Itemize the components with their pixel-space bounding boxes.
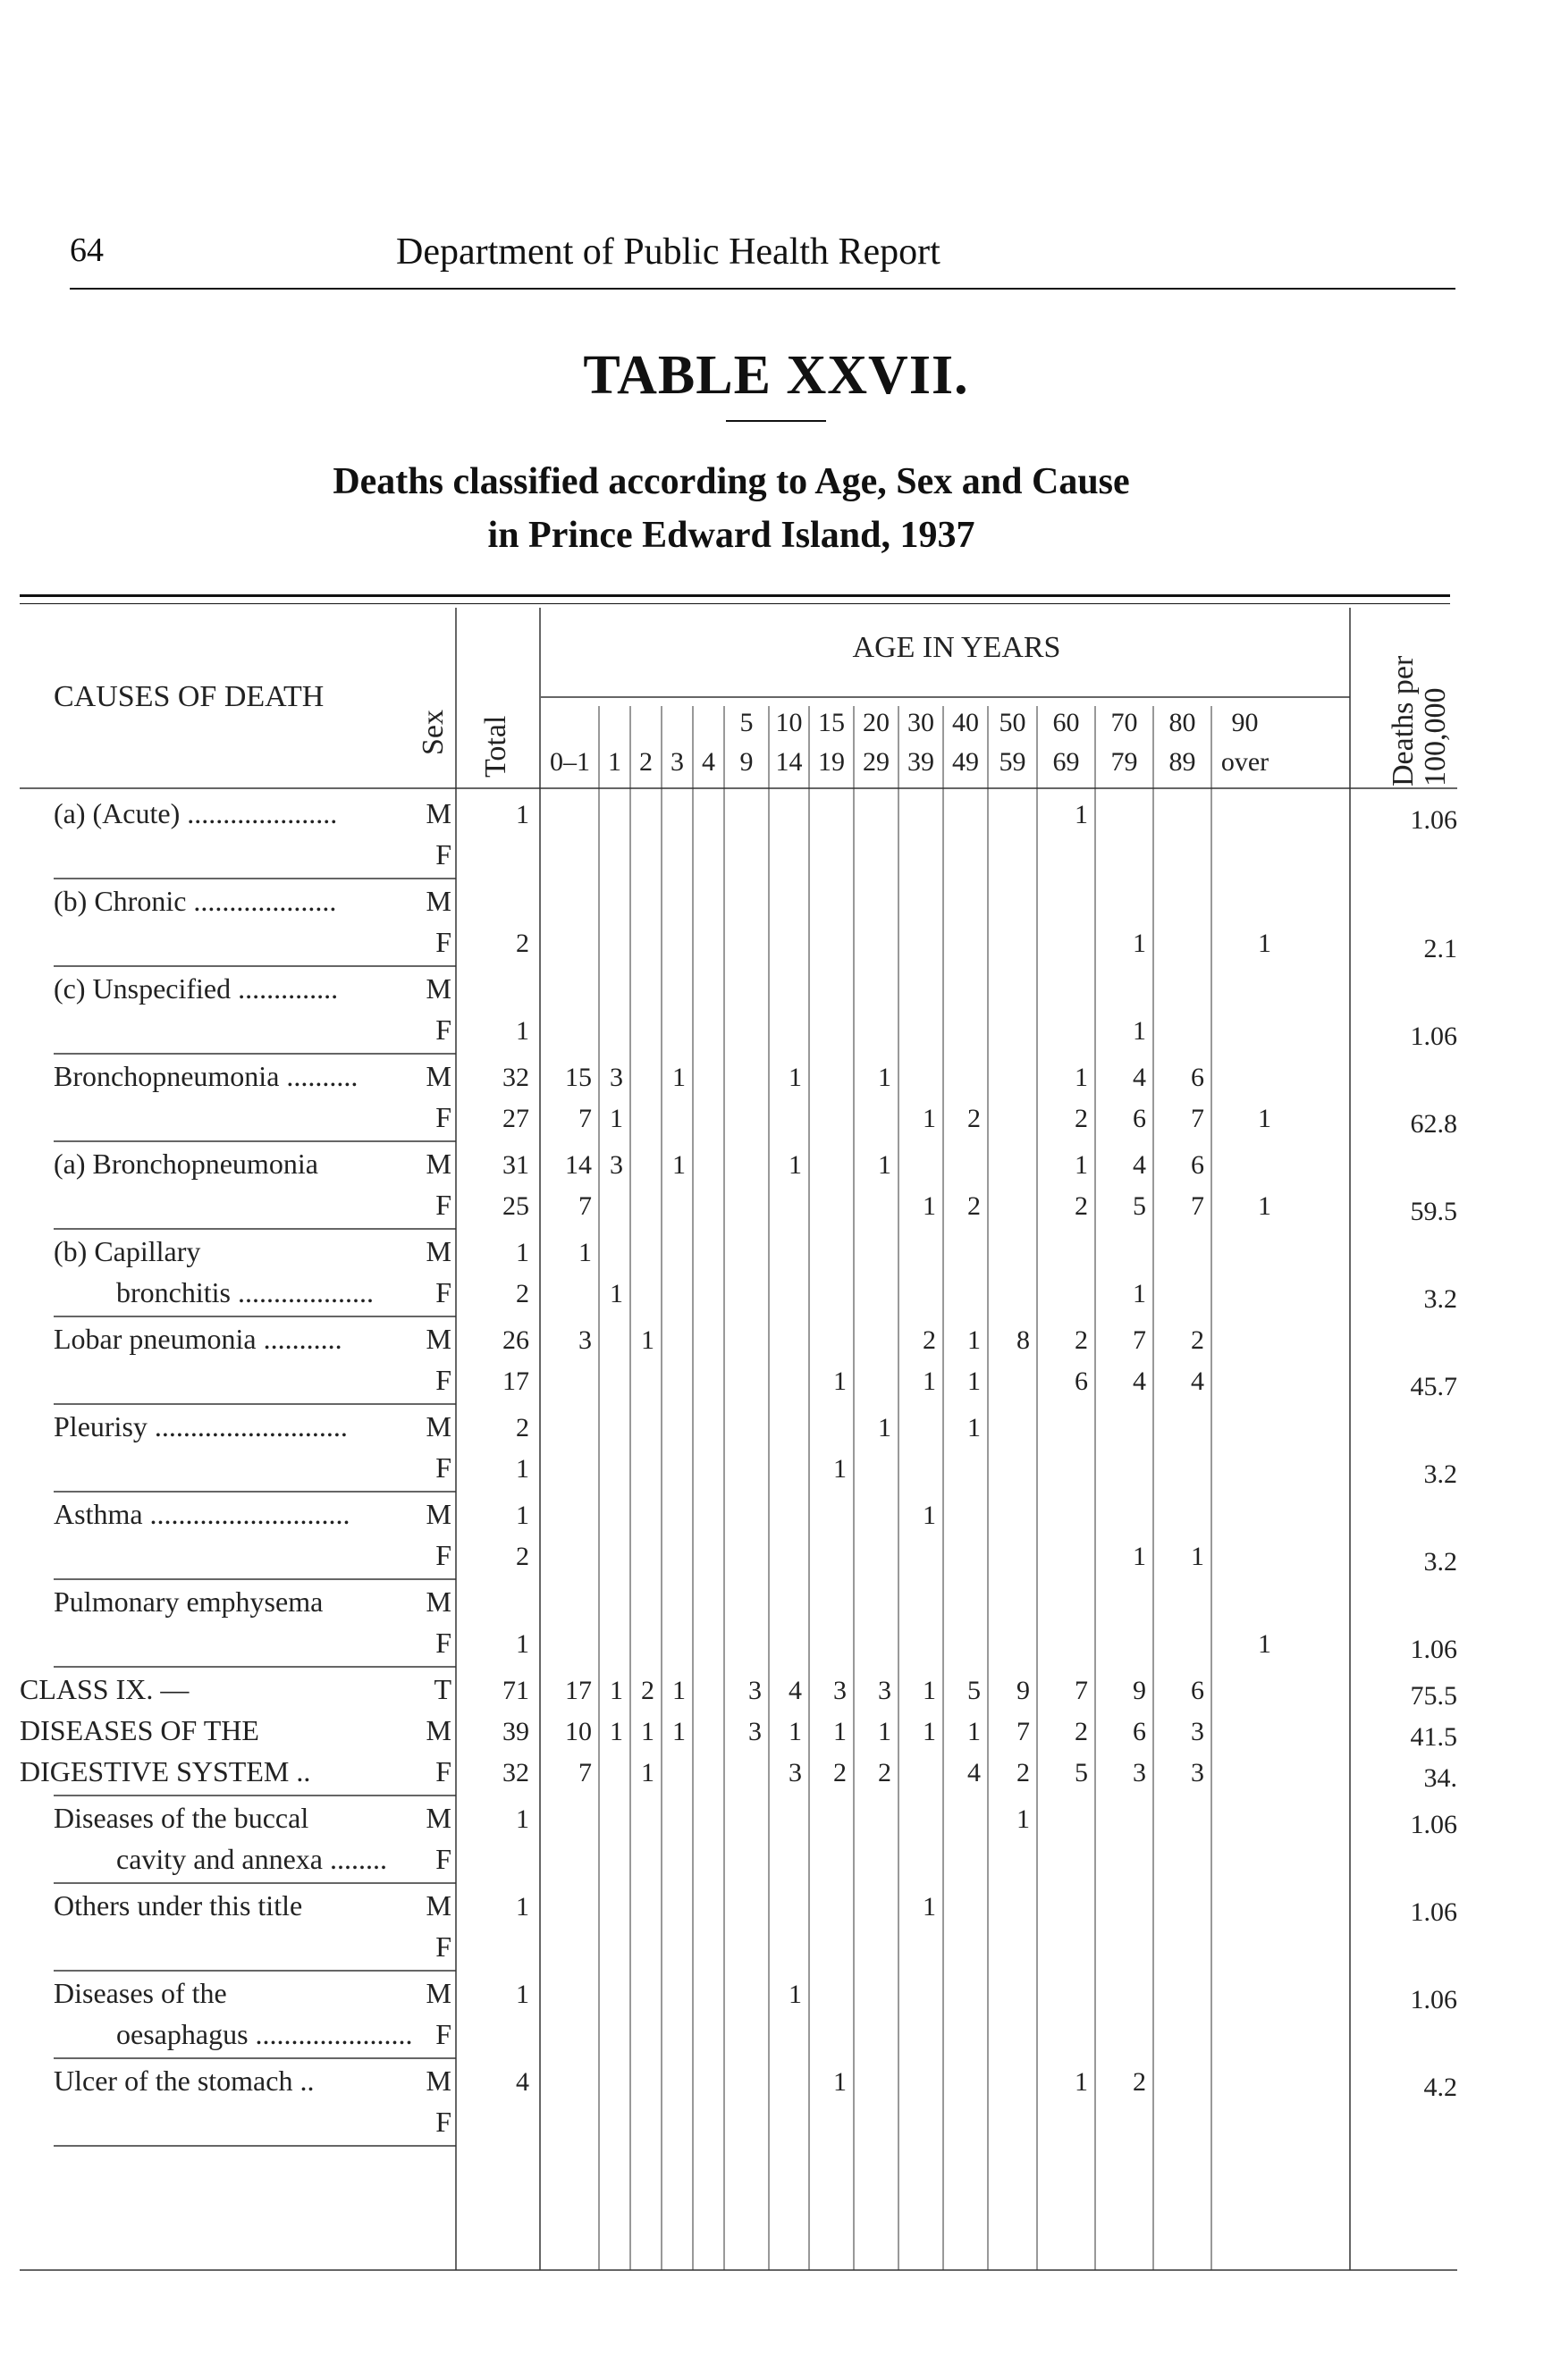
- cause-label-14-0: Ulcer of the stomach ..: [54, 2065, 315, 2097]
- age-cell: 7: [1016, 1717, 1030, 1746]
- age-cell: 1: [878, 1063, 891, 1092]
- age-cell: 17: [565, 1676, 592, 1705]
- rate-cell: 1.06: [1410, 1897, 1457, 1927]
- age-cell: 2: [967, 1104, 981, 1133]
- age-col-top-6: 10: [775, 708, 803, 737]
- age-col-top-8: 20: [863, 708, 890, 737]
- age-cell: 1: [610, 1104, 623, 1133]
- age-col-bottom-4: 4: [702, 747, 715, 777]
- age-col-top-15: 90: [1231, 708, 1259, 737]
- age-cell: 1: [1133, 1279, 1146, 1308]
- sex-cell: M: [426, 797, 451, 829]
- age-cell: 4: [1191, 1367, 1204, 1396]
- cause-label-3-0: Bronchopneumonia ..........: [54, 1060, 358, 1092]
- age-col-bottom-13: 79: [1110, 747, 1138, 777]
- age-cell: 2: [1075, 1717, 1088, 1746]
- age-cell: 7: [578, 1104, 592, 1133]
- age-cell: 3: [610, 1150, 623, 1180]
- cause-label-7-0: Pleurisy ...........................: [54, 1410, 348, 1442]
- age-col-bottom-7: 19: [818, 747, 845, 777]
- sex-cell: M: [426, 1977, 451, 2009]
- age-cell: 1: [878, 1717, 891, 1746]
- rate-cell: 1.06: [1410, 1985, 1457, 2014]
- total-cell: 1: [516, 1238, 529, 1267]
- age-cell: 2: [923, 1325, 936, 1355]
- sex-header: Sex: [417, 710, 450, 755]
- sex-cell: M: [426, 2065, 451, 2097]
- cause-label-12-0: Others under this title: [54, 1889, 303, 1922]
- rate-header: Deaths per100,000: [1387, 655, 1452, 786]
- cause-label-8-0: Asthma ............................: [54, 1498, 350, 1530]
- age-in-years-header: AGE IN YEARS: [852, 631, 1061, 664]
- age-cell: 2: [1016, 1758, 1030, 1787]
- age-cell: 1: [672, 1150, 686, 1180]
- total-cell: 2: [516, 1279, 529, 1308]
- rate-cell: 75.5: [1410, 1681, 1457, 1711]
- age-col-bottom-8: 29: [863, 747, 890, 777]
- rate-cell: 1.06: [1410, 1810, 1457, 1839]
- sex-cell: F: [435, 1539, 451, 1571]
- cause-label-11-1: cavity and annexa ........: [116, 1843, 387, 1875]
- total-cell: 2: [516, 1542, 529, 1571]
- sex-cell: T: [434, 1673, 451, 1705]
- age-cell: 4: [1133, 1150, 1146, 1180]
- age-col-bottom-11: 59: [999, 747, 1026, 777]
- cause-label-5-1: bronchitis ...................: [116, 1276, 374, 1308]
- age-col-top-11: 50: [999, 708, 1026, 737]
- sex-cell: F: [435, 1755, 451, 1787]
- rate-cell: 3.2: [1423, 1547, 1457, 1577]
- age-cell: 2: [967, 1191, 981, 1221]
- age-cell: 1: [641, 1758, 654, 1787]
- age-col-top-10: 40: [952, 708, 979, 737]
- age-cell: 2: [1191, 1325, 1204, 1355]
- age-cell: 1: [789, 1063, 802, 1092]
- age-cell: 1: [610, 1676, 623, 1705]
- age-cell: 7: [578, 1758, 592, 1787]
- age-col-bottom-15: over: [1220, 747, 1269, 777]
- total-cell: 1: [516, 1454, 529, 1484]
- age-col-bottom-9: 39: [907, 747, 934, 777]
- age-cell: 8: [1016, 1325, 1030, 1355]
- causes-header: CAUSES OF DEATH: [54, 680, 325, 713]
- age-cell: 7: [1133, 1325, 1146, 1355]
- total-cell: 1: [516, 800, 529, 829]
- age-cell: 1: [833, 1367, 847, 1396]
- age-cell: 3: [878, 1676, 891, 1705]
- cause-label-13-0: Diseases of the: [54, 1977, 227, 2009]
- age-cell: 1: [967, 1717, 981, 1746]
- age-cell: 1: [1258, 1191, 1271, 1221]
- age-col-bottom-3: 3: [671, 747, 684, 777]
- age-cell: 1: [1075, 1063, 1088, 1092]
- age-cell: 1: [833, 1717, 847, 1746]
- age-cell: 14: [565, 1150, 592, 1180]
- cause-label-0-0: (a) (Acute) .....................: [54, 797, 338, 829]
- age-cell: 1: [789, 1717, 802, 1746]
- sex-cell: F: [435, 2106, 451, 2138]
- age-cell: 1: [610, 1279, 623, 1308]
- class-label-10-1: DISEASES OF THE: [20, 1714, 259, 1746]
- age-cell: 3: [610, 1063, 623, 1092]
- sex-cell: M: [426, 885, 451, 917]
- age-cell: 1: [789, 1150, 802, 1180]
- age-cell: 1: [1075, 2067, 1088, 2097]
- sex-cell: M: [426, 1585, 451, 1618]
- age-cell: 3: [748, 1717, 762, 1746]
- age-cell: 3: [1191, 1717, 1204, 1746]
- sex-cell: F: [435, 1451, 451, 1484]
- age-cell: 1: [1016, 1804, 1030, 1834]
- age-cell: 1: [1258, 1629, 1271, 1659]
- total-cell: 32: [502, 1758, 529, 1787]
- age-cell: 2: [1075, 1104, 1088, 1133]
- age-cell: 1: [789, 1980, 802, 2009]
- sex-cell: F: [435, 1930, 451, 1963]
- age-cell: 1: [672, 1063, 686, 1092]
- cause-label-2-0: (c) Unspecified ..............: [54, 972, 339, 1005]
- cause-label-9-0: Pulmonary emphysema: [54, 1585, 324, 1618]
- total-cell: 71: [502, 1676, 529, 1705]
- running-title: Department of Public Health Report: [396, 231, 940, 273]
- sex-cell: F: [435, 1364, 451, 1396]
- cause-label-13-1: oesaphagus ......................: [116, 2018, 413, 2050]
- sex-cell: F: [435, 1276, 451, 1308]
- sex-cell: M: [426, 1323, 451, 1355]
- age-cell: 1: [1133, 929, 1146, 958]
- rate-cell: 45.7: [1410, 1372, 1457, 1401]
- sex-cell: F: [435, 2018, 451, 2050]
- age-col-bottom-5: 9: [739, 747, 754, 777]
- age-col-top-13: 70: [1110, 708, 1138, 737]
- rate-cell: 41.5: [1410, 1722, 1457, 1752]
- age-cell: 3: [578, 1325, 592, 1355]
- age-cell: 1: [923, 1892, 936, 1922]
- cause-label-5-0: (b) Capillary: [54, 1235, 201, 1267]
- age-cell: 1: [967, 1367, 981, 1396]
- total-cell: 1: [516, 1629, 529, 1659]
- age-cell: 4: [967, 1758, 981, 1787]
- age-cell: 1: [1191, 1542, 1204, 1571]
- age-cell: 5: [1075, 1758, 1088, 1787]
- age-cell: 5: [967, 1676, 981, 1705]
- cause-label-1-0: (b) Chronic ....................: [54, 885, 337, 917]
- age-cell: 1: [641, 1717, 654, 1746]
- age-cell: 1: [878, 1413, 891, 1442]
- total-cell: 1: [516, 1016, 529, 1046]
- total-cell: 1: [516, 1892, 529, 1922]
- sex-cell: F: [435, 1843, 451, 1875]
- age-cell: 1: [641, 1325, 654, 1355]
- age-col-bottom-12: 69: [1052, 747, 1080, 777]
- age-cell: 2: [1075, 1191, 1088, 1221]
- sex-cell: F: [435, 926, 451, 958]
- age-cell: 6: [1133, 1104, 1146, 1133]
- total-cell: 32: [502, 1063, 529, 1092]
- rate-cell: 59.5: [1410, 1197, 1457, 1226]
- age-col-top-5: 5: [739, 708, 754, 737]
- total-cell: 26: [502, 1325, 529, 1355]
- sex-cell: F: [435, 838, 451, 870]
- age-col-top-12: 60: [1052, 708, 1080, 737]
- age-cell: 7: [1075, 1676, 1088, 1705]
- page-number: 64: [70, 231, 104, 269]
- rate-cell: 2.1: [1423, 934, 1457, 963]
- age-cell: 2: [641, 1676, 654, 1705]
- age-cell: 1: [672, 1717, 686, 1746]
- cause-label-6-0: Lobar pneumonia ...........: [54, 1323, 342, 1355]
- age-cell: 9: [1133, 1676, 1146, 1705]
- sex-cell: F: [435, 1627, 451, 1659]
- age-cell: 3: [833, 1676, 847, 1705]
- age-cell: 1: [923, 1104, 936, 1133]
- cause-label-4-0: (a) Bronchopneumonia: [54, 1148, 318, 1180]
- age-cell: 2: [1075, 1325, 1088, 1355]
- age-cell: 1: [833, 2067, 847, 2097]
- age-cell: 4: [1133, 1063, 1146, 1092]
- total-cell: 2: [516, 929, 529, 958]
- age-cell: 1: [967, 1413, 981, 1442]
- total-cell: 1: [516, 1980, 529, 2009]
- table-subtitle-line2: in Prince Edward Island, 1937: [487, 515, 975, 556]
- sex-cell: M: [426, 1148, 451, 1180]
- age-cell: 2: [1133, 2067, 1146, 2097]
- total-header: Total: [479, 715, 512, 778]
- age-col-bottom-10: 49: [952, 747, 979, 777]
- sex-cell: F: [435, 1013, 451, 1046]
- rate-cell: 62.8: [1410, 1109, 1457, 1139]
- age-cell: 6: [1191, 1063, 1204, 1092]
- age-col-top-14: 80: [1168, 708, 1196, 737]
- sex-cell: M: [426, 1889, 451, 1922]
- rate-cell: 34.: [1423, 1763, 1457, 1793]
- sex-cell: M: [426, 1410, 451, 1442]
- age-cell: 7: [1191, 1191, 1204, 1221]
- table-title: TABLE XXVII.: [583, 345, 969, 406]
- class-label-10-0: CLASS IX. —: [20, 1673, 190, 1705]
- sex-cell: M: [426, 1235, 451, 1267]
- total-cell: 31: [502, 1150, 529, 1180]
- age-cell: 4: [789, 1676, 802, 1705]
- age-cell: 3: [789, 1758, 802, 1787]
- age-col-bottom-0: 0–1: [550, 747, 590, 777]
- age-cell: 15: [565, 1063, 592, 1092]
- age-cell: 3: [1133, 1758, 1146, 1787]
- age-cell: 6: [1075, 1367, 1088, 1396]
- age-cell: 5: [1133, 1191, 1146, 1221]
- sex-cell: M: [426, 1060, 451, 1092]
- age-cell: 1: [1133, 1016, 1146, 1046]
- age-cell: 1: [1258, 929, 1271, 958]
- age-cell: 1: [923, 1717, 936, 1746]
- age-cell: 1: [672, 1676, 686, 1705]
- age-cell: 1: [923, 1367, 936, 1396]
- age-cell: 1: [923, 1191, 936, 1221]
- total-cell: 4: [516, 2067, 529, 2097]
- age-cell: 1: [923, 1676, 936, 1705]
- rate-cell: 1.06: [1410, 1022, 1457, 1051]
- sex-cell: M: [426, 1714, 451, 1746]
- age-cell: 6: [1191, 1150, 1204, 1180]
- total-cell: 17: [502, 1367, 529, 1396]
- age-cell: 3: [748, 1676, 762, 1705]
- rate-cell: 3.2: [1423, 1284, 1457, 1314]
- age-cell: 6: [1133, 1717, 1146, 1746]
- age-col-bottom-2: 2: [639, 747, 653, 777]
- rate-cell: 1.06: [1410, 805, 1457, 835]
- sex-cell: M: [426, 1498, 451, 1530]
- cause-label-11-0: Diseases of the buccal: [54, 1802, 309, 1834]
- age-cell: 1: [923, 1501, 936, 1530]
- age-cell: 10: [565, 1717, 592, 1746]
- age-cell: 1: [878, 1150, 891, 1180]
- table-subtitle: Deaths classified according to Age, Sex and Cause: [333, 461, 1130, 502]
- total-cell: 25: [502, 1191, 529, 1221]
- age-col-top-9: 30: [907, 708, 934, 737]
- class-label-10-2: DIGESTIVE SYSTEM ..: [20, 1755, 311, 1787]
- total-cell: 27: [502, 1104, 529, 1133]
- age-cell: 2: [833, 1758, 847, 1787]
- age-cell: 7: [1191, 1104, 1204, 1133]
- age-col-bottom-14: 89: [1168, 747, 1196, 777]
- sex-cell: F: [435, 1101, 451, 1133]
- age-cell: 6: [1191, 1676, 1204, 1705]
- age-cell: 1: [578, 1238, 592, 1267]
- sex-cell: M: [426, 1802, 451, 1834]
- age-cell: 1: [1258, 1104, 1271, 1133]
- age-cell: 3: [1191, 1758, 1204, 1787]
- age-cell: 1: [1075, 800, 1088, 829]
- total-cell: 1: [516, 1804, 529, 1834]
- age-cell: 7: [578, 1191, 592, 1221]
- age-cell: 4: [1133, 1367, 1146, 1396]
- age-cell: 9: [1016, 1676, 1030, 1705]
- age-cell: 1: [610, 1717, 623, 1746]
- age-cell: 1: [967, 1325, 981, 1355]
- age-col-top-7: 15: [818, 708, 845, 737]
- total-cell: 39: [502, 1717, 529, 1746]
- rate-cell: 4.2: [1423, 2073, 1457, 2102]
- rate-cell: 1.06: [1410, 1635, 1457, 1664]
- rate-cell: 3.2: [1423, 1459, 1457, 1489]
- total-cell: 1: [516, 1501, 529, 1530]
- total-cell: 2: [516, 1413, 529, 1442]
- age-cell: 2: [878, 1758, 891, 1787]
- age-cell: 1: [833, 1454, 847, 1484]
- sex-cell: F: [435, 1189, 451, 1221]
- age-cell: 1: [1075, 1150, 1088, 1180]
- sex-cell: M: [426, 972, 451, 1005]
- age-col-bottom-6: 14: [775, 747, 803, 777]
- age-col-bottom-1: 1: [608, 747, 621, 777]
- age-cell: 1: [1133, 1542, 1146, 1571]
